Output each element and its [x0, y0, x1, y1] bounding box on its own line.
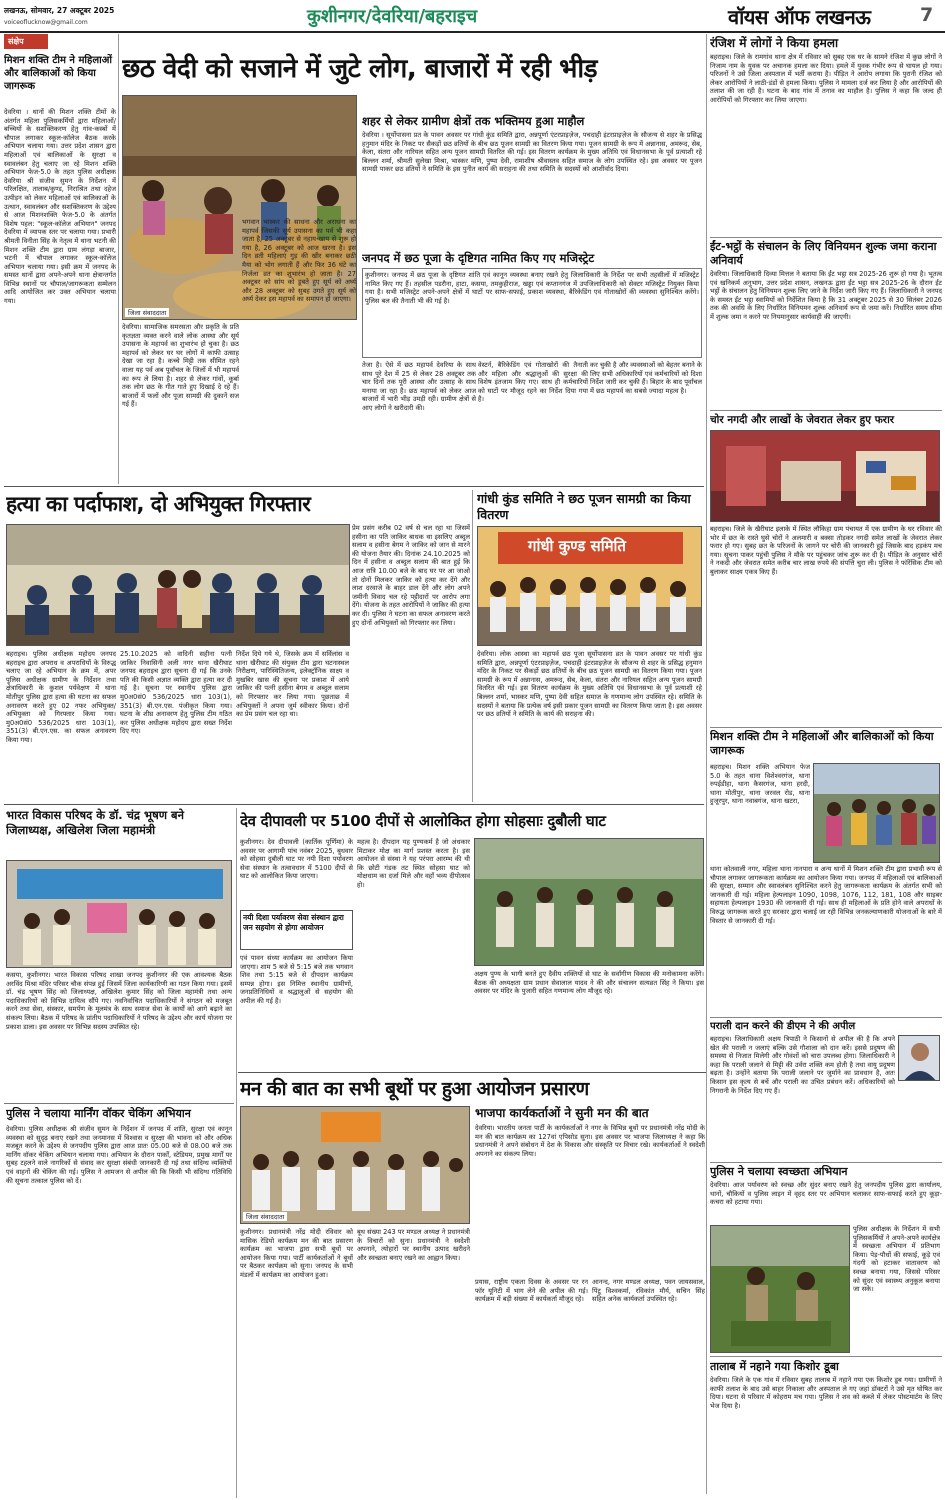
murder-col1: बहराइच। पुलिस अधीक्षक महोदय जनपद बहराइच द्वारा अपराध व अपराधियों के विरुद्ध चलाए जा रहे अभियान के क्रम में, अपर पुलिस अधीक्षक ग्रामीण के निर्देशन तथा क्षेत्राधिकारी के कुशल पर्यवेक्षण में थाना मोतीपुर पुलिस द्वारा हत्या की घटना का सफल अनावरण करते हुए 02 नफर अभियुक्त/अभियुक्ता को गिरफ्तार किया गया। मु0अ0सं0 536/2025 धारा 103(1), 351(3) बी.एन.एस. का सफल अनावरण किया गया।: [6, 650, 116, 744]
right-story5-headline: पराली दान करने की डीएम ने की अपील: [710, 1021, 856, 1032]
mission-shakti-photo: [813, 763, 940, 863]
mann-photo-caption: जिला संवाददाता: [243, 1212, 287, 1221]
murder-headline: हत्या का पर्दाफाश, दो अभियुक्त गिरफ्तार: [6, 492, 311, 516]
left-column: [4, 34, 116, 484]
mann-col1: कुशीनगर। प्रधानमंत्री नरेंद्र मोदी रविवार को मासिक रेडियो कार्यक्रम मन की बात प्रसारण कार्यक्रम का भाजपा द्वारा सभी बूथों पर आयोजन किया गया। पार्टी कार्यकर्ताओं ने बूथों पर बैठकर कार्यक्रम को सुना। जनपद के सभी मंडलों में कार्यक्रम का आयोजन हुआ।: [240, 1228, 353, 1279]
janpad-headline: जनपद में छठ पूजा के दृष्टिगत नामित किए गए मजिस्ट्रेट: [362, 251, 595, 265]
janpad-box: [362, 268, 702, 358]
murder-col2: 25.10.2025 को वादिनी सहीना पत्नी जाकिर निवासिनी अली नगर थाना खैरीघाट जनपद बहराइच द्वारा सूचना दी गई कि उनके पति की किसी अज्ञात व्यक्ति द्वारा हत्या कर दी गई है। सूचना पर स्थानीय पुलिस द्वारा मु0अ0सं0 536/2025 धारा 103(1), 351(3) बी.एन.एस. पंजीकृत किया गया। घटना के शीघ्र अनावरण हेतु पुलिस टीम गठित कर पुलिस अधीक्षक महोदय द्वारा सख्त निर्देश दिए गए।: [120, 650, 232, 736]
janpad-body: कुशीनगर। जनपद में छठ पूजा के दृष्टिगत शांति एवं कानून व्यवस्था बनाए रखने हेतु जिलाधिकारी के निर्देश पर सभी तहसीलों में मजिस्ट्रेट नामित किए गए हैं। तहसील पडरौना, हाटा, कसया, तमकुहीराज, खड्डा एवं कप्तानगंज में उपजिलाधिकारी को सेक्टर मजिस्ट्रेट नियुक्त किया गया है। सभी मजिस्ट्रेट अपने-अपने क्षेत्रों में घाटों पर साफ-सफाई, प्रकाश व्यवस्था, बैरिकेडिंग एवं गोताखोरों की व्यवस्था सुनिश्चित करेंगे। पुलिस बल की तैनाती भी की गई है।: [365, 271, 699, 305]
gandhi-banner-text: गांधी कुण्ड समिति: [528, 537, 626, 555]
bharat-parishad-illustration: [7, 861, 232, 968]
bharat-headline: भारत विकास परिषद के डॉ. चंद्र भूषण बने जिलाध्यक्ष, अखिलेश जिला महामंत्री: [6, 808, 185, 837]
top-col2: भगवान भास्कर की साधना और अराधना का महापर्व जिसकी सूर्य उपासना का पर्व भी कहा जाता है, 25 अक्टूबर से नहाय-खाय से शुरू हो गया है, 26 अक्टूबर को आज खरना है। इस दिन व्रती महिलाएं गुड़ की खीर बनाकर छठी मैया को भोग लगाती हैं और फिर 36 घंटे का निर्जला व्रत का शुभारंभ हो जाता है। 27 अक्टूबर को सांय को डूबते हुए सूर्य को अर्घ्य और 28 अक्टूबर को सुबह उगते हुए सूर्य को अर्घ्य देकर इस महापर्व का समापन हो जाएगा।: [242, 218, 356, 304]
janpad-col2: तेजा है। ऐसे में छठ महापर्व देवरिया के साथ साथ पूरे देश में 25 से लेकर 28 अक्टूबर तक चार दिनों तक पूरी आस्था और उत्साह के साथ मनाया जा रहा है। छठ महापर्व को लेकर आज बाजारों में भारी भीड़ उमड़ी रही। ग्रामीण क्षेत्रों से आए लोगों ने खरीदारी की।: [362, 361, 476, 412]
janpad-col4: कर चुकी है और व्यवस्थाओं को बेहतर बनाने के लिए सभी अधिकारियों एवं कर्मचारियों को दिशा निर्देश जारी कर चुकी हैं। बिहार के बाद पूर्वांचल में छठ महापर्व का सबसे ज्यादा महत्व है।: [590, 361, 702, 395]
dev-ghat-photo: [474, 838, 704, 966]
right-story5-body: बहराइच। जिलाधिकारी अक्षय त्रिपाठी ने किसानों से अपील की है कि अपने खेत की पराली न जलाएं बल्कि उसे गौशाला को दान करें। इससे प्रदूषण की समस्या से निजात मिलेगी और गोवंशों को चारा उपलब्ध होगा। जिलाधिकारी ने कहा कि पराली जलाने से मिट्टी की उर्वरा शक्ति कम होती है तथा वायु प्रदूषण बढ़ता है। उन्होंने बताया कि पराली जलाने पर जुर्माने का प्रावधान है, अतः किसान इस कृत्य से बचें और पराली का उचित प्रबंधन करें। अधिकारियों को निगरानी के निर्देश दिए गए हैं।: [710, 1035, 895, 1095]
gandhi-headline: गांधी कुंड समिति ने छठ पूजन सामग्री का किया वितरण: [477, 491, 691, 522]
dev-col2: महत्व है। दीपदान यह पुण्यकर्म है जो अंधकार मिटाकर मोक्ष का मार्ग प्रशस्त करता है। इस आयोजन से संस्था ने यह परंपरा आरम्भ की थी कि छोटी गंडक तट स्थित सोहसा घाट को मोक्षधाम का दर्जा मिले और वहाँ भव्य दीपोत्सव हो।: [357, 838, 470, 889]
mann-ki-baat-illustration: [241, 1107, 470, 1224]
divider: [4, 804, 704, 805]
mann-ki-baat-photo: [240, 1106, 470, 1224]
mission-shakti-illustration: [814, 764, 940, 863]
right-story2-headline: ईंट-भट्ठों के संचालन के लिए विनियमन शुल्क जमा कराना अनिवार्य: [710, 240, 937, 267]
left-headline: मिशन शक्ति टीम ने महिलाओं और बालिकाओं को किया जागरूक: [4, 55, 112, 92]
right-story4-body: थाना कोतवाली नगर, महिला थाना नानपारा व अन्य थानों में मिशन शक्ति टीम द्वारा प्रभावी रूप से चौपाल लगाकर जागरूकता कार्यक्रम का आयोजन किया गया। जनपद में महिलाओं एवं बालिकाओं की सुरक्षा, सम्मान और स्वावलंबन सुनिश्चित करने हेतु जागरूकता कार्यक्रम के अंतर्गत सभी को जानकारी दी गई। महिला हेल्पलाइन 1090, 1098, 1076, 112, 181, 108 और साइबर सहायता हेल्पलाइन 1930 की जानकारी दी गई। साथ ही महिलाओं के प्रति होने वाले अपराधों के विरुद्ध जागरूक करते हुए सरकार द्वारा चलाई जा रही विभिन्न जनकल्याणकारी योजनाओं के बारे में विस्तार से जानकारी दी गई।: [710, 865, 942, 925]
right-story2-body: देवरिया। जिलाधिकारी दिव्या मित्तल ने बताया कि ईंट भट्ठा सत्र 2025-26 शुरू हो गया है। भूतत्व एवं खनिकर्म अनुभाग, उत्तर प्रदेश शासन, लखनऊ द्वारा ईंट भट्ठा सत्र 2025-26 के दौरान ईंट भट्ठों के संचालन हेतु विनियमन शुल्क लिए जाने के निर्देश जारी किए गए हैं। जिलाधिकारी ने जनपद के समस्त ईंट भट्ठा स्वामियों को निर्देशित किया है कि 31 अक्टूबर 2025 से 30 सितंबर 2026 तक की अवधि के लिए निर्धारित विनियमन शुल्क अनिवार्य रूप से जमा करें। निर्धारित समय सीमा में शुल्क जमा न करने पर नियमानुसार कार्यवाही की जाएगी।: [710, 270, 942, 321]
dev-col3: अक्षय पुण्य के भागी बनते हुए दैवीय शक्तियों से घाट के सर्वांगीण विकास की मनोकामना करेंगे। बैठक की अध्यक्षता ग्राम प्रधान सेवालाल यादव ने की और संचालन सत्यव्रत सिंह ने किया। इस अवसर पर मंदिर के पुजारी सहित गणमान्य लोग मौजूद रहे।: [474, 970, 704, 996]
divider: [118, 34, 119, 484]
shahar-body: देवरिया । सूर्योपासना प्रत के पावन अवसर पर गांधी कुंड समिति द्वारा, अन्नपूर्णा एंटरप्राइज़ेज, पचदाही इंटरप्राइज़ेज के सौजन्य से शहर के प्रसिद्ध हनुमान मंदिर के निकट पर सैकड़ों छठ व्रतियों के बीच छठ पूजन सामग्री का वितरण किया गया। पूजन सामग्री के रूप में अन्नानास, अमरूद, सेब, केला, संतरा और नारियल सहित अन्य पूजन सामग्री वितरित की गई। इस वितरण कार्यक्रम के मुख्य अतिथि एवं विधानसभा के पूर्व प्रत्याशी रहे बिल्लन शर्मा, श्रीमती सुलेखा मिश्रा, भास्कर मणि, पुष्पा देवी, रामाशीष श्रीवास्तव सहित समाज के लोग उपस्थित रहे। इस अवसर पर पूजन सामग्री पाकर छठ व्रतियों ने समिति के इस पुनीत कार्य की सराहना की तथा समिति के सदस्यों को आशीर्वाद दिया।: [362, 131, 702, 174]
bjp-col3: आनन्द, नगर मण्डल अध्यक्ष, पवन जायसवाल, पिंटू विश्वकर्मा, रविकांत मौर्य, सचिन सिंह सहित अनेक कार्यकर्ता उपस्थित रहे।: [592, 1278, 705, 1304]
right-column: [710, 34, 942, 1494]
divider: [472, 490, 473, 802]
divider: [236, 808, 237, 1498]
right-story6-body: पुलिस अधीक्षक के निर्देशन में सभी पुलिसकर्मियों ने अपने-अपने कार्यक्षेत्र में स्वच्छता अभियान में प्रतिभाग किया। पेड़-पौधों की सफाई, कूड़े एवं गंदगी को हटाकर वातावरण को स्वच्छ बनाया गया, जिससे परिसर को सुंदर एवं स्वास्थ्य अनुकूल बनाया जा सके।: [853, 1225, 940, 1294]
dev-headline: देव दीपावली पर 5100 दीपों से आलोकित होगा सोहसाः दुबौली घाट: [240, 812, 606, 830]
gandhi-body: देवरिया। लोक आस्था का महापर्व छठ पूजा सूर्योपासना व्रत के पावन अवसर पर गांधी कुंड समिति द्वारा, अन्नपूर्णा एंटरप्राइज़ेज, पचदाही इंटरप्राइज़ेज के सौजन्य से शहर के प्रसिद्ध हनुमान मंदिर के निकट पर सैकड़ों छठ व्रतियों के बीच छठ पूजन सामग्री का वितरण किया गया। पूजन सामग्री के रूप में अन्नानास, अमरूद, सेब, केला, संतरा और नारियल सहित अन्य पूजन सामग्री वितरित की गई। इस वितरण कार्यक्रम के मुख्य अतिथि एवं विधानसभा के पूर्व प्रत्याशी रहे बिल्लन शर्मा, भास्कर मणि, पुष्पा देवी सहित समाज के गणमान्य लोग उपस्थित रहे। समिति के सदस्यों ने बताया कि प्रत्येक वर्ष इसी प्रकार पूजन सामग्री का वितरण किया जाता है। इस अवसर पर छठ व्रतियों ने समिति के कार्य की सराहना की।: [477, 650, 702, 719]
top-headline: छठ वेदी को सजाने में जुटे लोग, बाजारों में रही भीड़: [122, 54, 598, 84]
masthead-rule: [0, 31, 945, 33]
dev-subhead: नयी दिशा पर्यावरण सेवा संस्थान द्वारा जन सहयोग से होगा आयोजन: [243, 913, 344, 932]
brand-logo: वॉयस ऑफ लखनऊ: [728, 5, 871, 29]
police-headline: पुलिस ने चलाया मार्निंग वॉकर चेकिंग अभियान: [6, 1107, 191, 1120]
right-story3-headline: चोर नगदी और लाखों के जेवरात लेकर हुए फरार: [710, 414, 895, 426]
right-story1-headline: रंजिश में लोगों ने किया हमला: [710, 36, 839, 50]
police-body: देवरिया। पुलिस अधीक्षक श्री संजीव सुमन के निर्देशन में जनपद में शांति, सुरक्षा एवं कानून व्यवस्था को सुदृढ़ बनाए रखने तथा जनमानस में विश्वास व सुरक्षा की भावना को और अधिक मजबूत करने के उद्देश्य से जनपदीय पुलिस द्वारा आज प्रातः 05.00 बजे से 08.00 बजे तक मार्निंग वॉकर चेकिंग अभियान चलाया गया। अभियान के दौरान पार्कों, स्टेडियम, प्रमुख मार्गों पर सुबह टहलने वाले नागरिकों से संवाद कर सुरक्षा संबंधी जानकारी दी गई तथा संदिग्ध व्यक्तियों एवं वाहनों की चेकिंग की गई। पुलिस ने आमजन से अपील की कि किसी भी संदिग्ध गतिविधि की सूचना तत्काल पुलिस को दें।: [6, 1125, 232, 1185]
right-story4-lead: बहराइच। मिशन शक्ति अभियान फेज 5.0 के तहत थाना विशेश्वरगंज, थाना रुपईडीहा, थाना कैसरगंज, थाना हरदी, थाना मोतीपुर, थाना जरवल रोड, थाना हुजूरपुर, थाना नवाबगंज, थाना खटरा,: [710, 763, 810, 806]
bharat-body: कसया, कुशीनगर। भारत विकास परिषद शाखा जनपद कुशीनगर की एक आवश्यक बैठक अरविंद मिश्रा मंदिर परिसर चौक संपन्न हुई जिसमें जिला कार्यकारिणी का गठन किया गया। इसमें डॉ. चंद्र भूषण सिंह को जिलाध्यक्ष, अखिलेश कुमार सिंह को जिला महामंत्री तथा अन्य पदाधिकारियों को विभिन्न दायित्व सौंपे गए। नवनिर्वाचित पदाधिकारियों ने संगठन को मजबूत करने तथा सेवा, संस्कार, समर्पण के मूलमंत्र के साथ समाज सेवा के कार्यों को आगे बढ़ाने का संकल्प लिया। बैठक में परिषद के प्रांतीय पदाधिकारियों ने परिषद के उद्देश्य और कार्य योजना पर प्रकाश डाला। इस अवसर पर विभिन्न सदस्य उपस्थित रहे।: [6, 971, 232, 1031]
right-story6-headline: पुलिस ने चलाया स्वच्छता अभियान: [710, 1165, 848, 1178]
dev-col1b: एवं पावन संध्या कार्यक्रम का आयोजन किया जाएगा। शाम 5 बजे से 5:15 बजे तक भगवान शिव तथा 5:15 बजे से दीपदान कार्यक्रम सम्पन्न होगा। इस निमित्त स्थानीय ग्रामीणों, जनप्रतिनिधियों व श्रद्धालुओं से सहयोग की अपील की गई है।: [240, 954, 353, 1005]
bjp-headline: भाजपा कार्यकर्ताओं ने सुनी मन की बात: [475, 1106, 649, 1120]
dm-portrait-illustration: [899, 1036, 940, 1081]
shahar-headline: शहर से लेकर ग्रामीण क्षेत्रों तक भक्तिमय हुआ माहौल: [362, 114, 585, 128]
cleanliness-photo: [710, 1225, 850, 1353]
right-story7-headline: तालाब में नहाने गया किशोर डूबा: [710, 1360, 839, 1373]
right-story3-body: बहराइच। जिले के खैरीघाट इलाके में स्थित लौकिहा ग्राम पंचायत में एक ग्रामीण के घर रविवार की भोर में छत के रास्ते घुसे चोरों ने अलमारी व बक्सा तोड़कर नगदी समेत लाखों के जेवरात लेकर फरार हो गए। सुबह छत के परिजनों के जागने पर चोरी की जानकारी हुई जिसके बाद हड़कंप मच गया। सूचना पाकर पहुंची पुलिस ने मौके पर पहुंचकर जांच शुरू कर दी है। पीड़ित के अनुसार चोरों ने नकदी और जेवरात समेत करीब चार लाख रुपये की संपत्ति चुरा ली। पुलिस ने फॉरेंसिक टीम को बुलाकर साक्ष्य एकत्र किए हैं।: [710, 525, 942, 576]
tag-label: संक्षेप: [4, 34, 48, 49]
divider: [706, 34, 707, 1494]
police-press-photo: [6, 524, 350, 646]
bjp-body: देवरिया। भारतीय जनता पार्टी के कार्यकर्ताओं ने नगर के विभिन्न बूथों पर प्रधानमंत्री नरेंद्र मोदी के मन की बात कार्यक्रम का 127वां एपिसोड सुना। इस अवसर पर भाजपा जिलाध्यक्ष ने कहा कि प्रधानमंत्री ने अपने संबोधन में देश के विकास और संस्कृति पर विचार रखे। कार्यकर्ताओं ने स्वदेशी अपनाने का संकल्प लिया।: [475, 1124, 705, 1158]
janpad-col3: वेस्टर्न, बैरिकेडिंग एवं गोताखोरों की तैनाती और महिला और श्रद्धालुओं की सुरक्षा की विशेष इंतजाम किए गए। साथ ही कर्मचारियों को घाटों पर मौजूद रहने का निर्देश दिया गया है।: [478, 361, 588, 404]
mann-headline: मन की बात का सभी बूथों पर हुआ आयोजन प्रसारण: [240, 1078, 589, 1100]
right-story1-body: बहराइच। जिले के रामगांव थाना क्षेत्र में रविवार को सुबह एक घर के सामने रंजिश में कुछ लोगों ने निजाम नाम के युवक पर अचानक हमला कर दिया। हमले में युवक गंभीर रूप से घायल हो गया। परिजनों ने उसे जिला अस्पताल में भर्ती कराया है। पीड़ित ने आरोप लगाया कि पुरानी रंजिश को लेकर आरोपियों ने लाठी-डंडों से हमला किया। पुलिस ने मामला दर्ज कर लिया है और आरोपियों की तलाश की जा रही है। घटना के बाद गांव में तनाव का माहौल है। पुलिस ने कहा कि जल्द ही आरोपियों को गिरफ्तार कर लिया जाएगा।: [710, 53, 942, 104]
date-line: लखनऊ, सोमवार, 27 अक्टूबर 2025: [4, 6, 115, 15]
mann-col2: बूथ संख्या 243 पर मण्डल अध्यक्ष ने प्रधानमंत्री के विचारों को सुना। प्रधानमंत्री ने स्वदेशी अपनाने, त्योहारों पर स्थानीय उत्पाद खरीदने और स्वच्छता बनाए रखने का आह्वान किया।: [357, 1228, 470, 1262]
right-story6-lead: देवरिया। आज पर्यावरण को स्वच्छ और सुंदर बनाए रखने हेतु जनपदीय पुलिस द्वारा कार्यालय, थानों, चौकियों व पुलिस लाइन में वृहद स्तर पर अभियान चलाकर साफ-सफाई करते हुए कूड़ा-कचरा को हटाया गया।: [710, 1181, 942, 1207]
email: voiceoflucknow@gmail.com: [4, 19, 88, 26]
divider: [238, 1072, 706, 1073]
left-body: देवरिया । थानों की मिशन शक्ति टीमों के अंतर्गत महिला पुलिसकर्मियों द्वारा महिलाओं/बच्चियों के सशक्तिकरण हेतु गांव-कस्बों में चौपाल लगाकर स्कूल-कॉलेज बैठक करके अभियान चलाया गया। उत्तर प्रदेश शासन द्वारा महिलाओं एवं बालिकाओं के सुरक्षा व स्वावलंबन हेतु चलाए जा रहे मिशन शक्ति अभियान फेज-5.0 के तहत पुलिस अधीक्षक देवरिया श्री संजीव सुमन के निर्देशन में परिलक्षित, तालाब/कुण्ड, निराश्रित तथा दहेज उत्पीड़न को लेकर महिलाओं एवं बालिकाओं के उत्थान, स्वावलंबन और सशक्तिकरण के उद्देश्य से आज मिशनशक्ति फेज-5.0 के अंतर्गत विशेष पहल: "स्कूल-कॉलेज अभियान" जनपद देवरिया में व्यापक स्तर पर चलाया गया। प्रभारी श्रीमती विनीता सिंह के नेतृत्व में थाना भटनी की मिशन शक्ति टीम द्वारा ग्राम लंगड़ा बाजार, भटनी में चौपाल लगाकर स्कूल-कॉलेज अभियान चलाया गया। इसी क्रम में जनपद के समस्त थानों द्वारा अपने-अपने थाना क्षेत्रान्तर्गत विभिन्न स्थानों पर चौपाल/जागरूकता सम्मेलन आदि आयोजित कर उक्त अभियान चलाया गया।: [4, 108, 116, 306]
dm-portrait: [898, 1035, 940, 1081]
police-press-illustration: [7, 525, 350, 646]
gandhi-kund-photo: [477, 526, 702, 646]
photo-caption: जिला संवाददाता: [125, 308, 169, 317]
bjp-col2: प्रयास, राष्ट्रीय एकता दिवस के अवसर पर रन फॉर यूनिटी में भाग लेने की अपील की गई। कार्यक्रम में बड़ी संख्या में कार्यकर्ता मौजूद रहे।: [475, 1278, 588, 1304]
page-number: 7: [920, 4, 934, 26]
divider: [4, 1103, 234, 1104]
right-story4-headline: मिशन शक्ति टीम ने महिलाओं और बालिकाओं को किया जागरूक: [710, 730, 934, 757]
right-story7-body: देवरिया। जिले के एक गांव में रविवार सुबह तालाब में नहाने गया एक किशोर डूब गया। ग्रामीणों ने काफी तलाश के बाद उसे बाहर निकाला और अस्पताल ले गए जहां डॉक्टरों ने उसे मृत घोषित कर दिया। घटना से परिवार में कोहराम मच गया। पुलिस ने शव को कब्जे में लेकर पोस्टमार्टम के लिए भेज दिया है।: [710, 1376, 942, 1410]
dev-col1: कुशीनगर। देव दीपावली (कार्तिक पूर्णिमा) के अवसर पर आगामी पांच नवंबर 2025, बुधवार को सोहसा दुबौली घाट पर नयी दिशा पर्यावरण सेवा संस्थान के तत्वावधान में 5100 दीपों से घाट को आलोकित किया जाएगा।: [240, 838, 353, 881]
cleanliness-illustration: [711, 1226, 850, 1353]
bharat-parishad-photo: [6, 860, 232, 968]
section-title: कुशीनगर/देवरिया/बहराइच: [307, 6, 478, 27]
theft-room-illustration: [711, 431, 940, 522]
murder-side-col: प्रेम प्रसंग करीब 02 वर्ष से चल रहा था जिसमें हसीना का पति जाकिर बाधक था इसलिए अब्दुल सलाम व हसीना बेगम ने जाकिर को जान से मारने की योजना तैयार की। दिनांक 24.10.2025 को दिन में हसीना व अब्दुल सलाम की बात हुई कि आज रात्रि 10.00 बजे के बाद घर पर आ जाओ तो दोनों मिलकर जाकिर को हत्या कर देंगे और लाश दरवाजे के बाहर डाल देंगे और लोग अपने जमीनी विवाद चल रहे पट्टीदारों पर आरोप लगा देंगे। योजना के तहत आरोपियों ने जाकिर की हत्या कर दी। पुलिस ने घटना का सफल अनावरण करते हुए दोनों अभियुक्तों को गिरफ्तार कर लिया।: [352, 524, 470, 627]
theft-photo: [710, 430, 940, 522]
divider: [4, 486, 704, 487]
dev-ghat-illustration: [475, 839, 704, 966]
dev-subhead-box: [240, 910, 353, 950]
top-col1: देवरिया। सामाजिक समरसता और प्रकृति के प्रति कृतज्ञता व्यक्त करने वाले लोक आस्था और सूर्य उपासना के महापर्व का शुभारंभ हो चुका है। छठ महापर्व को लेकर घर घर लोगों में काफी उत्साह देखा जा रहा है। कच्चे मिट्टी तक सीमित रहने वाला यह पर्व अब पूर्वांचल के जिलों में भी महापर्व का रूप ले लिया है। शहर से लेकर गांवों, कूर्बा तक लोग छठ के गीत गाते हुए दिखाई दे रहे हैं। बाजारों में फलों और पूजा सामग्री की दुकानें सज गई हैं।: [122, 323, 239, 409]
murder-col3: निर्देश दिये गये थे, जिसके क्रम में सर्विलांस व थाना खैरीघाट की संयुक्त टीम द्वारा घटनास्थल निरीक्षण, पारिस्थितिजन्य, इलेक्ट्रॉनिक साक्ष्य व मुखबिर खास की सूचना पर प्रकाश में आये जाकिर की पत्नी हसीना बेगम व अब्दुल सलाम को गिरफ्तार कर लिया गया। पूछताछ में अभियुक्तों ने अपना जुर्म स्वीकार किया। दोनों का प्रेम प्रसंग चल रहा था।: [236, 650, 349, 719]
